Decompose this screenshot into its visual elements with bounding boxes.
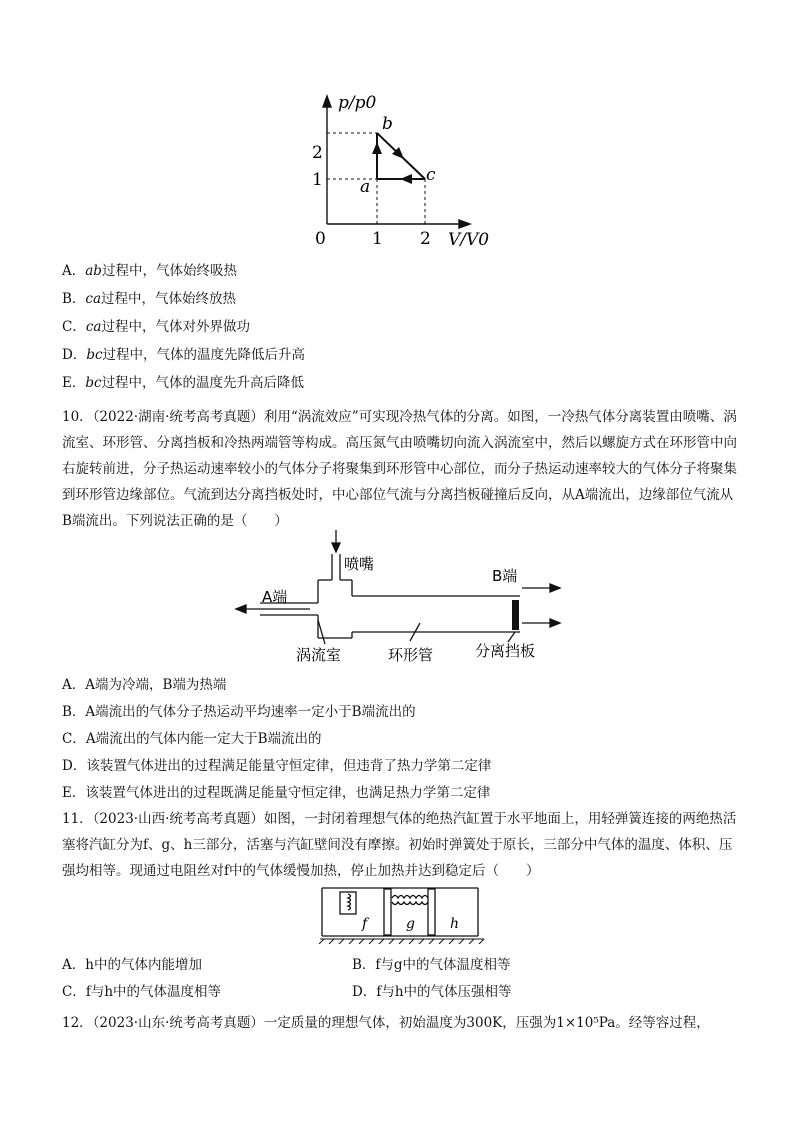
q11-option-b: B．f与g中的气体温度相等 [352, 957, 511, 973]
q12-temperature: 300K [466, 1015, 503, 1031]
nozzle-label: 喷嘴 [344, 555, 375, 573]
x-tick-2: 2 [420, 229, 431, 249]
vortex-chamber-label: 涡流室 [296, 646, 342, 663]
cylinder-g-label: g [406, 916, 415, 932]
x-tick-1: 1 [372, 229, 383, 249]
q11-stem: 11．（2023·山西·统考高考真题）如图，一封闭着理想气体的绝热汽缸置于水平地面上，用轻弹簧连接的两绝热活塞将汽缸分为f、g、h三部分，活塞与汽缸壁间没有摩擦。初始时弹簧处于原长，三部分中气体的温度、体积、压强均相等。现通过电阻丝对f中的气体缓慢加热，停止加热并达到稳定后（ ） [62, 811, 737, 879]
b-end-label: B端 [492, 567, 518, 585]
point-a-label: a [360, 177, 371, 197]
y-axis-arrow [323, 96, 331, 107]
cylinder-diagram [318, 882, 488, 944]
pv-graph [300, 92, 490, 252]
piston-right [428, 889, 435, 935]
cylinder-f-label: f [362, 916, 368, 932]
q11-option-a: A．h中的气体内能增加 [62, 957, 202, 973]
point-c-label: c [426, 165, 436, 185]
q10-option-e: E．该装置气体进出的过程既满足能量守恒定律，也满足热力学第二定律 [62, 785, 491, 801]
q10-option-d: D．该装置气体进出的过程满足能量守恒定律，但违背了热力学第二定律 [62, 758, 492, 774]
point-b-label: b [382, 114, 393, 134]
y-tick-2: 2 [312, 143, 323, 163]
arrow-ca [400, 174, 412, 184]
y-tick-1: 1 [312, 170, 323, 190]
q10-option-c: C．A端流出的气体内能一定大于B端流出的 [62, 731, 322, 747]
q12-stem: 12．（2023·山东·统考高考真题）一定质量的理想气体，初始温度为300K，压强为1×10⁵Pa。经等容过程， [62, 1015, 710, 1031]
q10-option-a: A．A端为冷端，B端为热端 [62, 677, 227, 693]
vortex-tube-diagram [230, 528, 570, 663]
q9-option-e: E．bc过程中，气体的温度先升高后降低 [62, 375, 305, 391]
q9-option-b: B．ca过程中，气体始终放热 [62, 291, 237, 307]
x-axis-arrow [459, 220, 470, 228]
cylinder-h-label: h [450, 916, 460, 932]
y-axis-label: p/p0 [338, 93, 377, 113]
separation-baffle [512, 600, 519, 630]
q9-option-c: C．ca过程中，气体对外界做功 [62, 319, 250, 335]
q9-option-d: D．bc过程中，气体的温度先降低后升高 [62, 347, 306, 363]
origin-label: 0 [315, 229, 326, 249]
q10-option-b: B．A端流出的气体分子热运动平均速率一定小于B端流出的 [62, 704, 416, 720]
x-axis-label: V/V0 [448, 230, 490, 250]
q11-option-c: C．f与h中的气体温度相等 [62, 984, 222, 1000]
ring-tube-label: 环形管 [388, 646, 434, 663]
q9-option-a: A．ab过程中，气体始终吸热 [62, 263, 237, 279]
a-end-label: A端 [262, 588, 288, 606]
q12-pressure: 1×10⁵Pa [556, 1015, 616, 1031]
q11-option-d: D．f与h中的气体压强相等 [352, 984, 512, 1000]
arrow-ab [372, 142, 382, 154]
q10-stem: 10．（2022·湖南·统考高考真题）利用“涡流效应”可实现冷热气体的分离。如图，一冷热气体分离装置由喷嘴、涡流室、环形管、分离挡板和冷热两端管等构成。高压氮气由喷嘴切向流入涡流室中，然后以螺旋方式在环形管中向右旋转前进，分子热运动速率较小的气体分子将聚集到环形管中心部位，而分子热运动速率较大的气体分子将聚集到环形管边缘部位。气流到达分离挡板处时，中心部位气流与分离挡板碰撞后反向，从A端流出，边缘部位气流从B端流出。下列说法正确的是（ ） [62, 409, 737, 529]
piston-left [384, 889, 391, 935]
baffle-label: 分离挡板 [475, 642, 536, 660]
